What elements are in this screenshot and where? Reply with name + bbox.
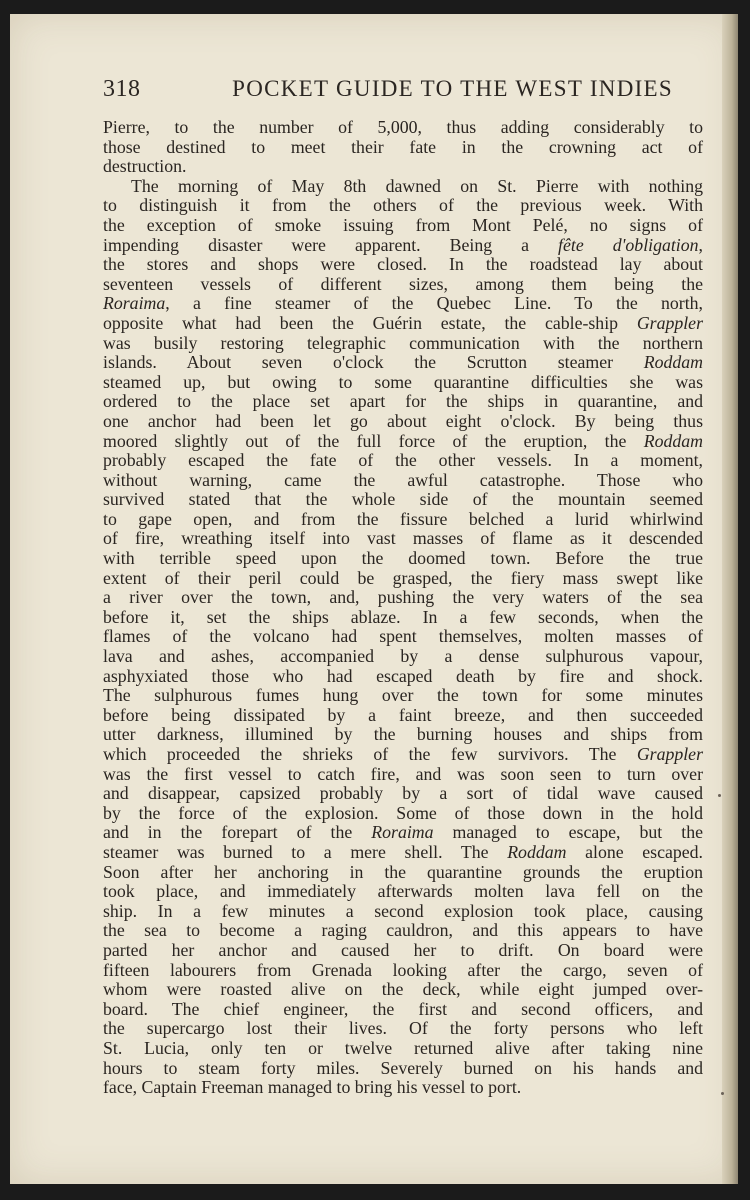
text-line — [103, 863, 703, 883]
text-line — [103, 902, 703, 922]
text-segment: St. Lucia, only ten or twelve returned alive after taking nine — [103, 1037, 703, 1058]
text-line — [103, 314, 703, 334]
text-segment: opposite what had been the Guérin estate, the cable-ship — [103, 312, 637, 333]
text-segment: managed to escape, but the — [433, 822, 703, 843]
text-segment: asphyxiated those who had escaped death by fire and shock. — [103, 665, 703, 686]
text-segment: lava and ashes, accompanied by a dense sulphurous vapour, — [103, 646, 703, 667]
text-line — [103, 1078, 703, 1098]
text-segment: face, Captain Freeman managed to bring his vessel to port. — [103, 1077, 522, 1098]
text-segment: ship. In a few minutes a second explosion took place, causing — [103, 900, 703, 921]
text-line — [103, 745, 703, 765]
text-line — [103, 294, 703, 314]
text-line — [103, 157, 703, 177]
text-segment: to gape open, and from the fissure belched a lurid whirlwind — [103, 508, 703, 529]
text-line — [103, 412, 703, 432]
text-line — [103, 1039, 703, 1059]
text-line — [103, 784, 703, 804]
text-segment: the sea to become a raging cauldron, and this appears to have — [103, 920, 703, 941]
text-line — [103, 725, 703, 745]
text-segment: a river over the town, and, pushing the very waters of the sea — [103, 587, 703, 608]
text-line — [103, 236, 703, 256]
text-segment: alone escaped. — [566, 841, 703, 862]
text-line — [103, 118, 703, 138]
text-segment: those destined to meet their fate in the crowning act of — [103, 136, 703, 157]
text-line — [103, 216, 703, 236]
text-segment: , a fine steamer of the Quebec Line. To the north, — [165, 293, 703, 314]
text-line — [103, 177, 703, 197]
text-segment: probably escaped the fate of the other vessels. In a moment, — [103, 450, 703, 471]
text-segment: the exception of smoke issuing from Mont Pelé, no signs of — [103, 214, 703, 235]
text-line — [103, 392, 703, 412]
text-segment: board. The chief engineer, the first and second officers, and — [103, 998, 703, 1019]
text-line — [103, 549, 703, 569]
text-segment: one anchor had been let go about eight o'clock. By being thus — [103, 410, 703, 431]
text-line — [103, 196, 703, 216]
text-line — [103, 941, 703, 961]
text-line — [103, 843, 703, 863]
text-segment: was busily restoring telegraphic communication with the northern — [103, 332, 703, 353]
text-segment: islands. About seven o'clock the Scrutton steamer — [103, 352, 644, 373]
italic-text: Grappler — [636, 744, 703, 764]
text-segment: The sulphurous fumes hung over the town for some minutes — [103, 685, 703, 706]
text-segment: fifteen labourers from Grenada looking after the cargo, seven of — [103, 959, 703, 980]
text-segment: and in the forepart of the — [103, 822, 372, 843]
text-line — [103, 529, 703, 549]
text-line — [103, 490, 703, 510]
page-header — [103, 76, 673, 103]
text-segment: extent of their peril could be grasped, the fiery mass swept like — [103, 567, 703, 588]
text-segment: , — [698, 234, 703, 255]
body-text — [103, 118, 703, 1098]
italic-text: Roraima — [371, 822, 434, 843]
text-segment: moored slightly out of the full force of the eruption, the — [103, 430, 644, 451]
paper-speck — [718, 794, 721, 797]
text-line — [103, 588, 703, 608]
italic-text: Roddam — [507, 841, 567, 862]
text-line — [103, 451, 703, 471]
text-segment: flames of the volcano had spent themselves, molten masses of — [103, 626, 703, 647]
text-line — [103, 138, 703, 158]
text-line — [103, 961, 703, 981]
italic-text: fête d'obligation — [558, 234, 699, 255]
page-edge-shadow — [722, 14, 738, 1184]
text-line — [103, 882, 703, 902]
text-segment: Soon after her anchoring in the quarantine grounds the eruption — [103, 861, 703, 882]
paper-speck — [721, 1092, 724, 1095]
text-segment: took place, and immediately afterwards molten lava fell on the — [103, 881, 703, 902]
text-line — [103, 765, 703, 785]
text-line — [103, 373, 703, 393]
text-line — [103, 510, 703, 530]
text-line — [103, 432, 703, 452]
text-line — [103, 647, 703, 667]
text-line — [103, 667, 703, 687]
text-segment: utter darkness, illumined by the burning houses and ships from — [103, 724, 703, 745]
text-segment: hours to steam forty miles. Severely burned on his hands and — [103, 1057, 703, 1078]
text-segment: without warning, came the awful catastrophe. Those who — [103, 469, 703, 490]
text-segment: the stores and shops were closed. In the roadstead lay about — [103, 254, 703, 275]
text-line — [103, 1059, 703, 1079]
italic-text: Grappler — [636, 312, 703, 333]
text-segment: the supercargo lost their lives. Of the forty persons who left — [103, 1018, 703, 1039]
text-segment: survived stated that the whole side of the mountain seemed — [103, 489, 703, 510]
text-line — [103, 921, 703, 941]
text-segment: ordered to the place set apart for the ships in quarantine, and — [103, 391, 703, 412]
text-segment: before being dissipated by a faint breeze, and then succeeded — [103, 704, 703, 725]
text-segment: seventeen vessels of different sizes, among them being the — [103, 273, 703, 294]
text-segment: Pierre, to the number of 5,000, thus adding considerably to — [103, 117, 703, 137]
italic-text: Roddam — [643, 352, 703, 373]
text-line — [103, 804, 703, 824]
text-line — [103, 471, 703, 491]
text-segment: parted her anchor and caused her to drift. On board were — [103, 939, 703, 960]
text-line — [103, 334, 703, 354]
text-segment: was the first vessel to catch fire, and was soon seen to turn over — [103, 763, 703, 784]
text-line — [103, 1019, 703, 1039]
text-segment: which proceeded the shrieks of the few survivors. The — [103, 744, 637, 764]
text-line — [103, 608, 703, 628]
text-line — [103, 980, 703, 1000]
text-segment: before it, set the ships ablaze. In a few seconds, when the — [103, 606, 703, 627]
text-line — [103, 275, 703, 295]
text-segment: whom were roasted alive on the deck, while eight jumped over- — [103, 979, 703, 1000]
text-segment: to distinguish it from the others of the previous week. With — [103, 195, 703, 216]
text-line — [103, 569, 703, 589]
text-segment: steamed up, but owing to some quarantine difficulties she was — [103, 371, 703, 392]
text-line — [103, 255, 703, 275]
text-line — [103, 686, 703, 706]
text-segment: by the force of the explosion. Some of those down in the hold — [103, 802, 703, 823]
text-line — [103, 823, 703, 843]
text-segment: destruction. — [103, 156, 187, 177]
text-line — [103, 627, 703, 647]
text-segment: with terrible speed upon the doomed town. Before the true — [103, 548, 703, 569]
text-segment: The morning of May 8th dawned on St. Pierre with nothing — [131, 175, 703, 196]
italic-text: Roraima — [103, 293, 166, 314]
running-head: POCKET GUIDE TO THE WEST INDIES — [232, 76, 673, 101]
text-segment: steamer was burned to a mere shell. The — [103, 841, 508, 862]
italic-text: Roddam — [643, 430, 703, 451]
text-line — [103, 1000, 703, 1020]
text-line — [103, 706, 703, 726]
text-segment: and disappear, capsized probably by a sort of tidal wave caused — [103, 783, 703, 804]
page-number: 318 — [103, 76, 141, 102]
text-segment: impending disaster were apparent. Being a — [103, 234, 559, 255]
text-line — [103, 353, 703, 373]
text-segment: of fire, wreathing itself into vast masses of flame as it descended — [103, 528, 703, 549]
